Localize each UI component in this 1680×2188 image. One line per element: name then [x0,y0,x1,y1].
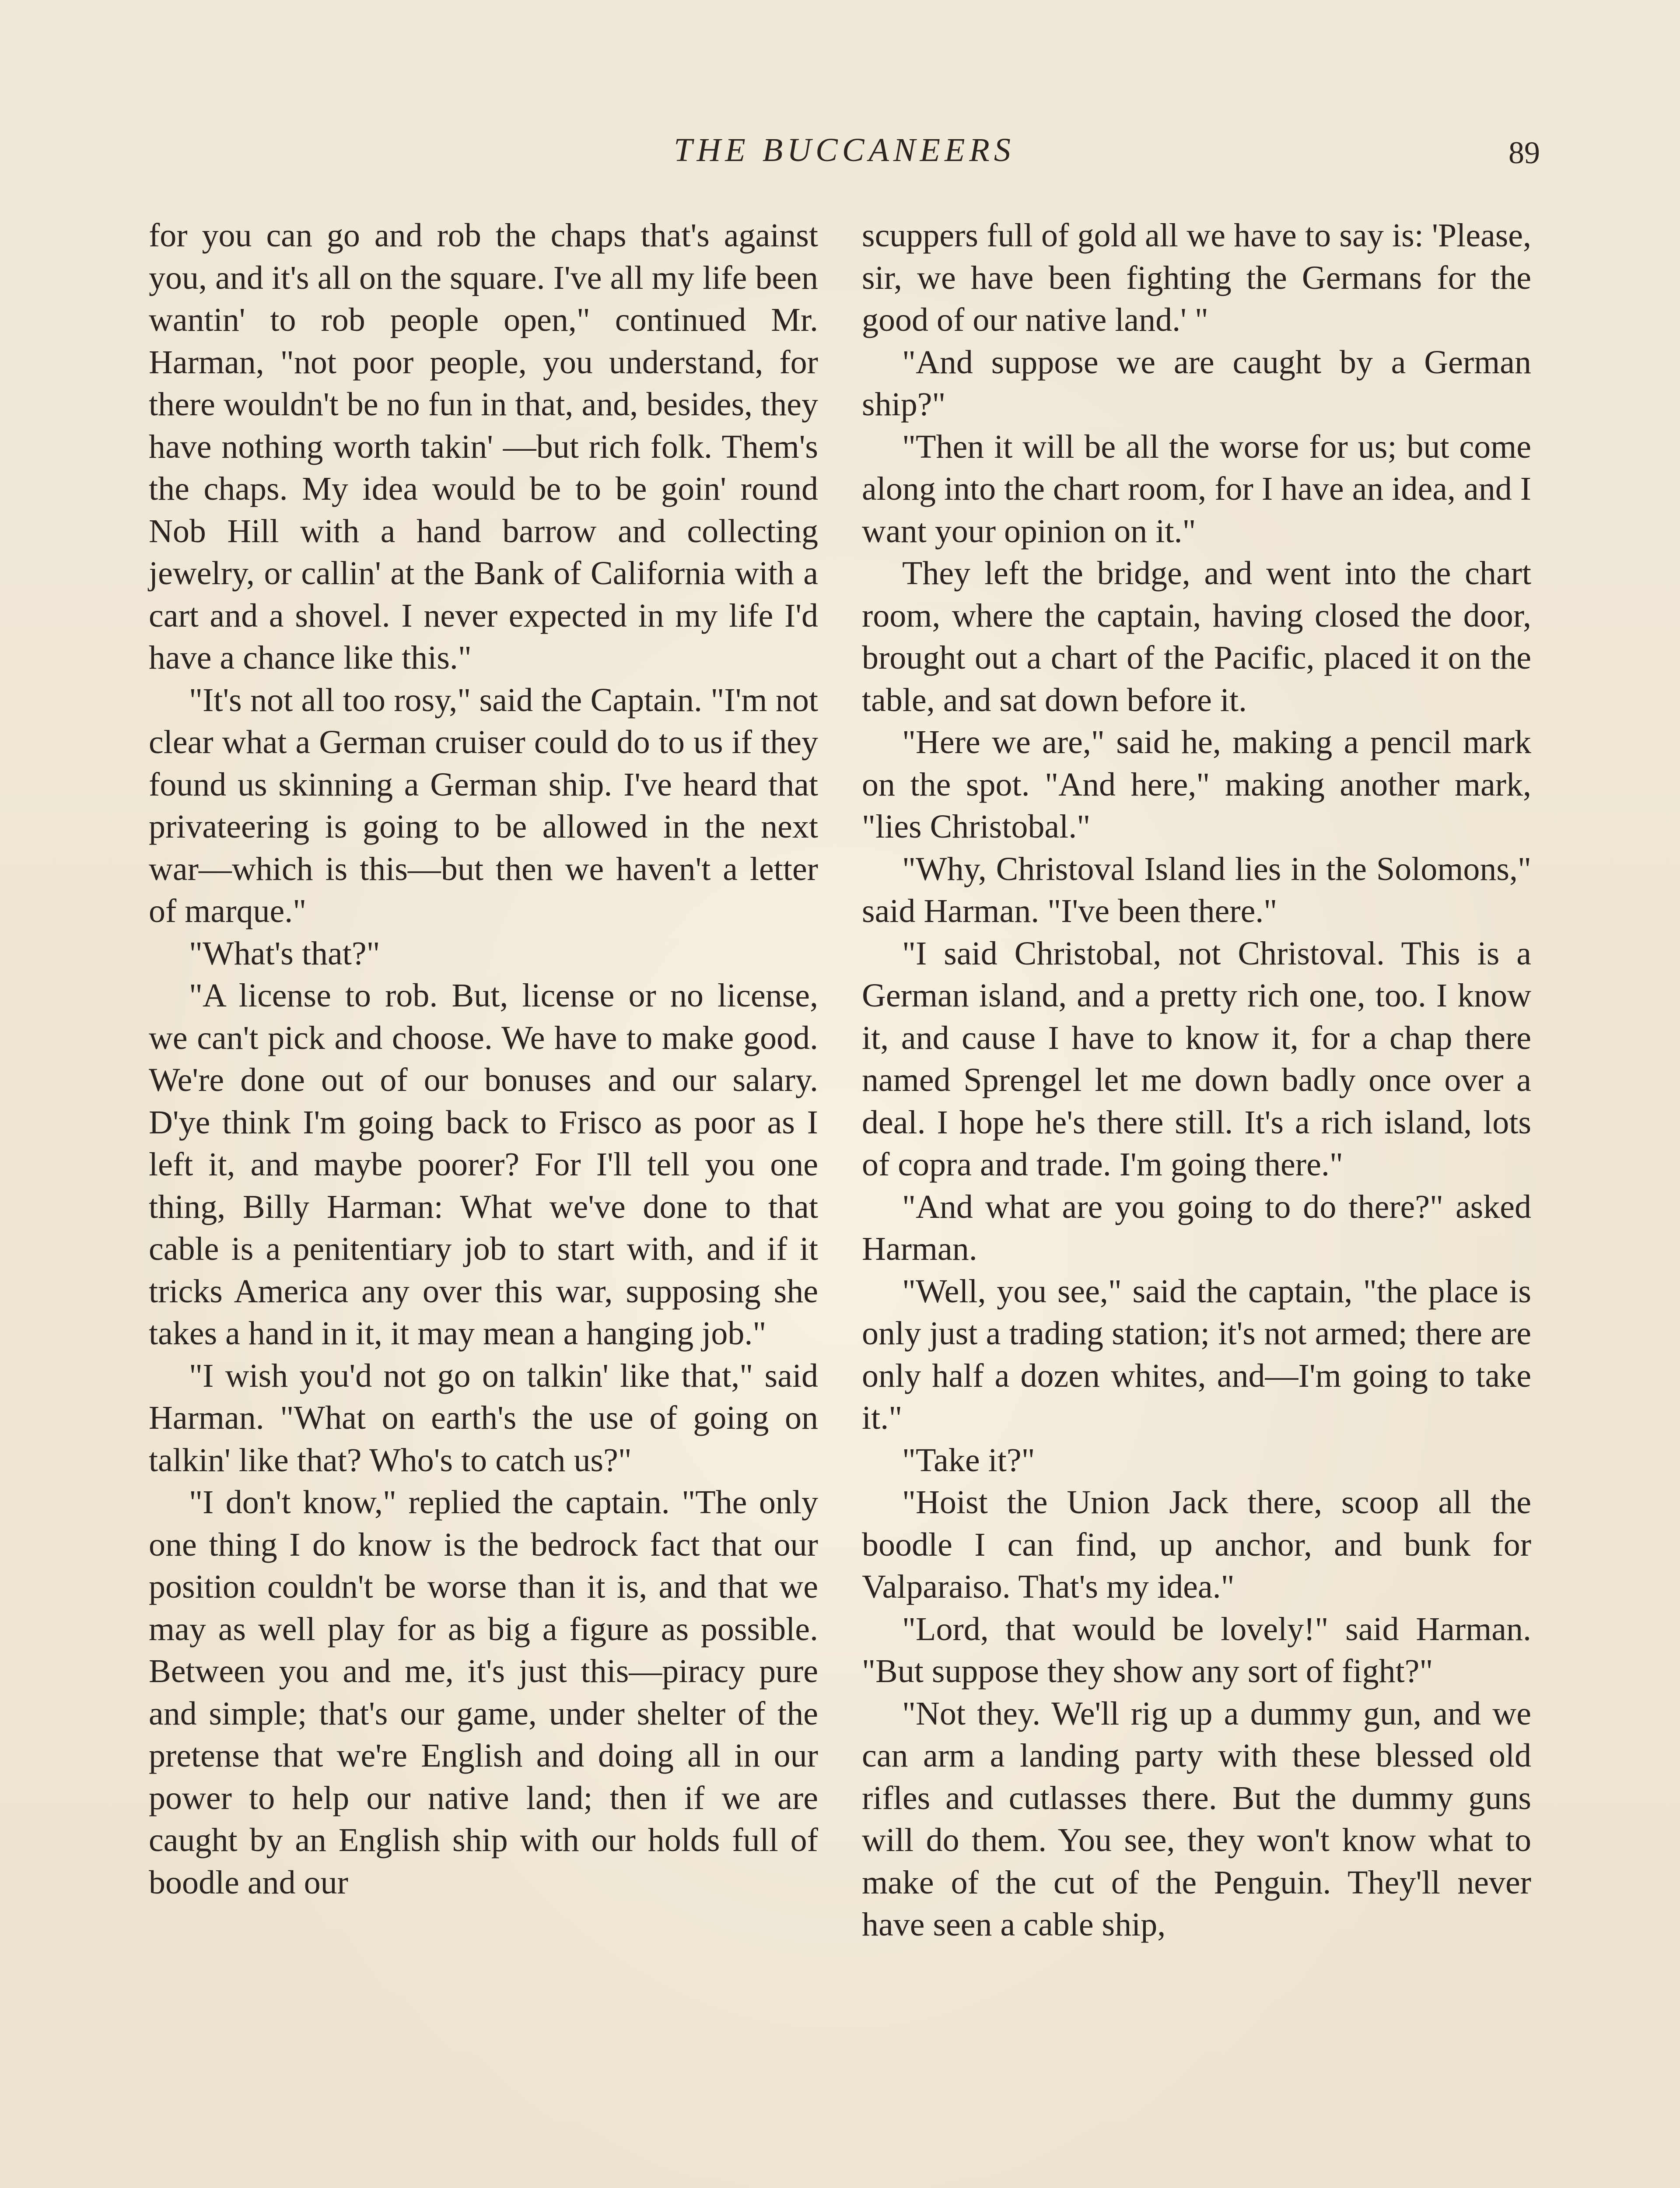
paragraph: "A license to rob. But, license or no license, we can't pick and choose. We have to make good. We're done out of our bonuses and our salary. D'ye think I'm going back to Frisco as poor as I left it, and maybe poorer? For I'll tell you one thing, Billy Harman: What we've done to that cable is a penitentiary job to start with, and if it tricks America any over this war, supposing she takes a hand in it, it may mean a hanging job." [149,977,818,1352]
right-column [862,214,1531,1946]
paragraph: "And what are you going to do there?" asked Harman. [862,1188,1531,1267]
paragraph: "Lord, that would be lovely!" said Harman. "But suppose they show any sort of fight?" [862,1610,1531,1690]
left-column [149,214,818,1904]
paragraph: "Well, you see," said the captain, "the place is only just a trading station; it's not armed; there are only half a dozen whites, and—I'm going to take it." [862,1273,1531,1436]
paragraph: "I said Christobal, not Christoval. This is a German island, and a pretty rich one, too. I know it, and cause I have to know it, for a chap there named Sprengel let me down badly once over a deal. I hope he's there still. It's a rich island, lots of copra and trade. I'm going there." [862,935,1531,1183]
paragraph: "I wish you'd not go on talkin' like that," said Harman. "What on earth's the use of going on talkin' like that? Who's to catch us?" [149,1357,818,1479]
page-header [149,131,1540,179]
paragraph: "It's not all too rosy," said the Captain. "I'm not clear what a German cruiser could do to us if they found us skinning a German ship. I've heard that privateering is going to be allowed in the next war—which is this—but then we haven't a letter of marque." [149,681,818,929]
running-head: THE BUCCANEERS [674,132,1015,168]
paragraph: "Hoist the Union Jack there, scoop all the boodle I can find, up anchor, and bunk for Valparaiso. That's my idea." [862,1484,1531,1605]
paragraph: "Why, Christoval Island lies in the Solomons," said Harman. "I've been there." [862,850,1531,929]
paragraph: for you can go and rob the chaps that's against you, and it's all on the square. I've all my life been wantin' to rob people open," continued Mr. Harman, "not poor people, you understand, for there wouldn't be no fun in that, and, besides, they have nothing worth takin' —but rich folk. Them's the chaps. My idea would be to be goin' round Nob Hill with a hand barrow and collecting jewelry, or callin' at the Bank of California with a cart and a shovel. I never expected in my life I'd have a chance like this." [149,217,818,676]
paragraph: "Then it will be all the worse for us; but come along into the chart room, for I have an idea, and I want your opinion on it." [862,428,1531,550]
paragraph: "What's that?" [189,935,380,972]
paragraph: They left the bridge, and went into the chart room, where the captain, having closed the door, brought out a chart of the Pacific, placed it on the table, and sat down before it. [862,555,1531,719]
paragraph: "Take it?" [902,1441,1035,1479]
paragraph: "Here we are," said he, making a pencil mark on the spot. "And here," making another mark, "lies Christobal." [862,724,1531,845]
paragraph: "And suppose we are caught by a German ship?" [862,344,1531,423]
paragraph: "Not they. We'll rig up a dummy gun, and we can arm a landing party with these blessed old rifles and cutlasses there. But the dummy guns will do them. You see, they won't know what to make of the cut of the Penguin. They'll never have seen a cable ship, [862,1695,1531,1943]
paragraph: "I don't know," replied the captain. "The only one thing I do know is the bedrock fact that our position couldn't be worse than it is, and that we may as well play for as big a figure as possible. Between you and me, it's just this—piracy pure and simple; that's our game, under shelter of the pretense that we're English and doing all in our power to help our native land; then if we are caught by an English ship with our holds full of boodle and our [149,1484,818,1901]
paragraph: scuppers full of gold all we have to say is: 'Please, sir, we have been fighting the Germans for the good of our native land.' " [862,217,1531,338]
page-number: 89 [1508,135,1540,170]
